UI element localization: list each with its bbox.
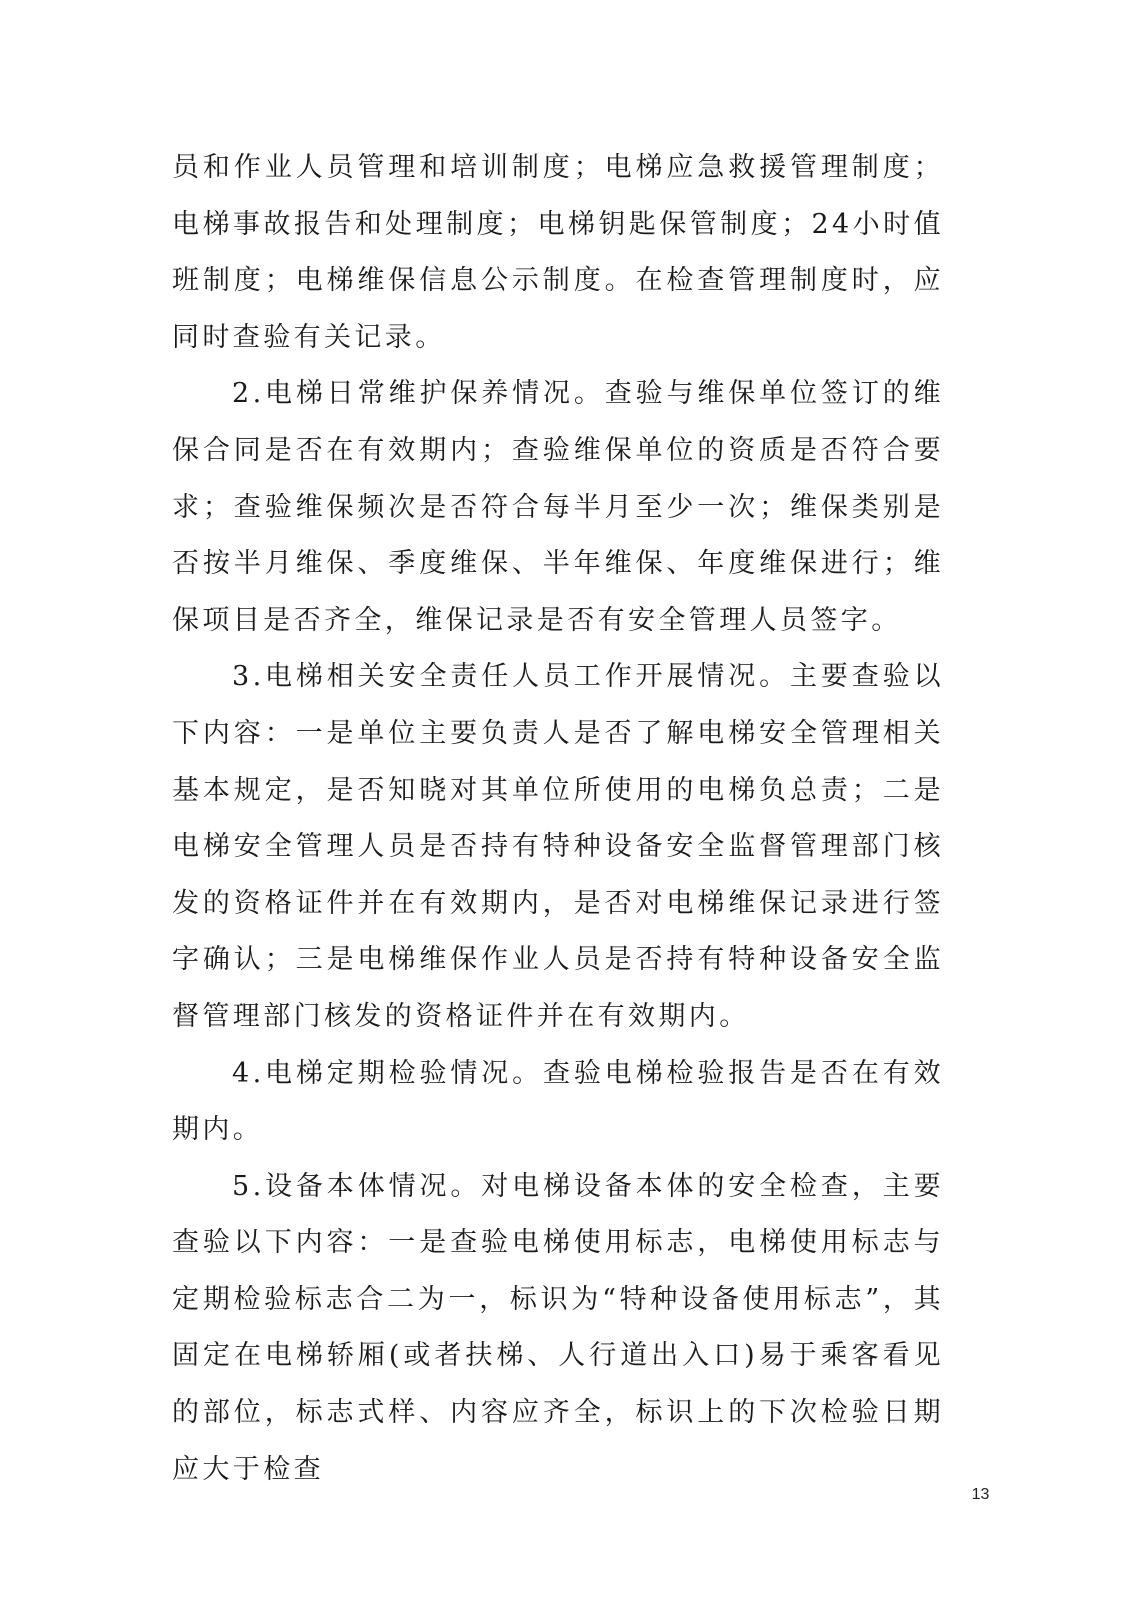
paragraph-item-2: 2.电梯日常维护保养情况。查验与维保单位签订的维保合同是否在有效期内；查验维保单位的资质是否符合要求；查验维保频次是否符合每半月至少一次；维保类别是否按半月维保、季度维保、半年维保、年度维保进行；维保项目是否齐全，维保记录是否有安全管理人员签字。 <box>172 378 944 636</box>
page-number: 13 <box>971 1486 990 1503</box>
body-text <box>172 140 944 1498</box>
paragraph-continuation: 员和作业人员管理和培训制度；电梯应急救援管理制度；电梯事故报告和处理制度；电梯钥匙保管制度；24小时值班制度；电梯维保信息公示制度。在检查管理制度时，应同时查验有关记录。 <box>172 152 944 353</box>
paragraph-item-5: 5.设备本体情况。对电梯设备本体的安全检查，主要查验以下内容：一是查验电梯使用标志，电梯使用标志与定期检验标志合二为一，标识为“特种设备使用标志”，其固定在电梯轿厢(或者扶梯、人行道出入口)易于乘客看见的部位，标志式样、内容应齐全，标识上的下次检验日期应大于检查 <box>172 1170 944 1485</box>
paragraph-item-4: 4.电梯定期检验情况。查验电梯检验报告是否在有效期内。 <box>172 1057 944 1146</box>
paragraph-item-3: 3.电梯相关安全责任人员工作开展情况。主要查验以下内容：一是单位主要负责人是否了解电梯安全管理相关基本规定，是否知晓对其单位所使用的电梯负总责；二是电梯安全管理人员是否持有特种设备安全监督管理部门核发的资格证件并在有效期内，是否对电梯维保记录进行签字确认；三是电梯维保作业人员是否持有特种设备安全监督管理部门核发的资格证件并在有效期内。 <box>172 661 944 1032</box>
